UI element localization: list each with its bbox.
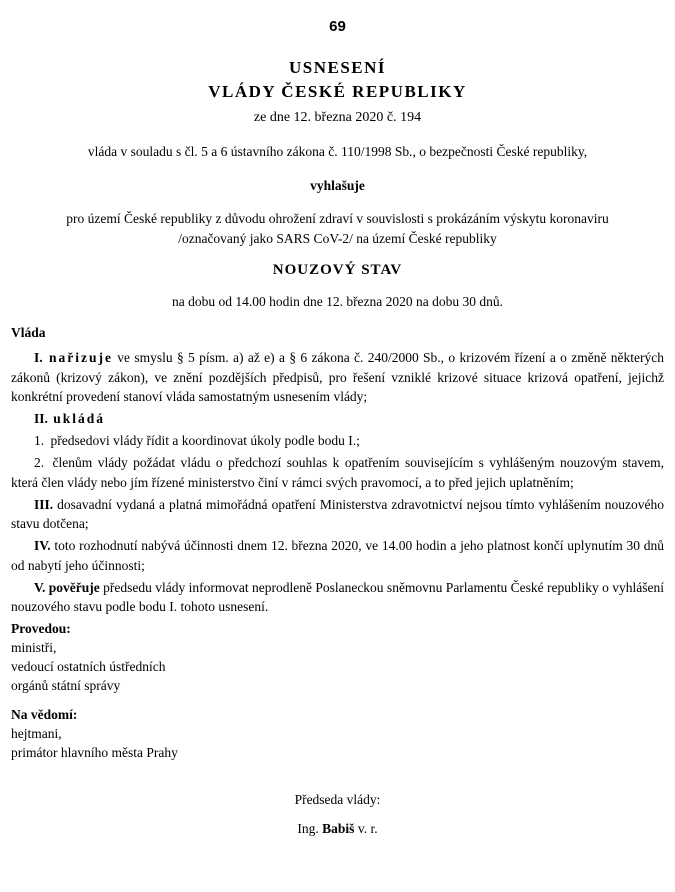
signature-name: Ing. Babiš v. r. — [297, 820, 378, 836]
section-ii-lead: II. ukládá — [34, 411, 106, 426]
distribution-provedou — [11, 619, 664, 695]
provedou-heading: Provedou: — [11, 620, 71, 636]
section-v-text: předsedu vlády informovat neprodleně Poslaneckou sněmovnu Parlamentu České republiky o vyhlášení nouzového stavu podle bodu I. tohoto usnesení. — [11, 579, 665, 614]
task-item-2 — [11, 453, 664, 492]
section-iii-text: dosavadní vydaná a platná mimořádná opatření Ministerstva zdravotnictví nejsou tímto vyhlášením nouzového stavu dotčena; — [11, 496, 664, 531]
section-iii-lead: III. — [34, 496, 54, 512]
subject-label: Vláda — [11, 325, 46, 340]
signature-block — [11, 790, 664, 838]
section-iv-lead: IV. — [34, 538, 51, 553]
section-i-text: ve smyslu § 5 písm. a) až e) a § 6 zákona č. 240/2000 Sb., o krizovém řízení a o změně některých zákonů (krizový zákon), ve znění pozdějších předpisů, pro řešení vzniklé krizové situace krizová opatření, jejichž konkrétní provedení stanoví vláda samostatným usnesením vlády; — [11, 350, 664, 404]
na-vedomi-heading: Na vědomí: — [11, 706, 78, 722]
signatory-surname: Babiš — [322, 820, 355, 836]
task-item-1 — [11, 431, 664, 451]
document-title — [11, 56, 664, 104]
declaration-verb: vyhlašuje — [310, 178, 365, 193]
section-v-lead: V. pověřuje — [34, 579, 100, 595]
section-iii-paragraph — [11, 495, 664, 534]
task-1-text: předsedovi vlády řídit a koordinovat úkoly podle bodu I.; — [47, 433, 360, 448]
preamble-intro: vláda v souladu s čl. 5 a 6 ústavního zákona č. 110/1998 Sb., o bezpečnosti České republiky, — [87, 144, 588, 159]
state-of-emergency-title: NOUZOVÝ STAV — [272, 262, 403, 278]
signature-role: Předseda vlády: — [294, 791, 381, 807]
section-v-paragraph — [11, 578, 664, 617]
duration-line: na dobu od 14.00 hodin dne 12. března 2020 na dobu 30 dnů. — [171, 294, 504, 309]
title-line-2: VLÁDY ČESKÉ REPUBLIKY — [208, 82, 467, 101]
page-number: 69 — [329, 18, 346, 35]
task-2-text: členům vlády požádat vládu o předchozí souhlas k opatřením souvisejícím s vyhlášeným nouzovým stavem, která člen vlády nebo jím řízené ministerstvo činí v rámci svých pravomocí, a to před jejich uplatněním; — [11, 455, 664, 490]
distribution-na-vedomi — [11, 705, 664, 762]
section-iv-text: toto rozhodnutí nabývá účinnosti dnem 12. března 2020, ve 14.00 hodin a jeho platnost končí uplynutím 30 dnů od nabytí jeho účinnosti; — [11, 538, 664, 573]
title-line-1: USNESENÍ — [288, 58, 387, 77]
na-vedomi-line: primátor hlavního města Prahy — [11, 744, 178, 760]
section-iv-paragraph — [11, 536, 664, 575]
section-i-paragraph — [11, 348, 664, 407]
section-ii-paragraph — [11, 409, 664, 429]
provedou-line: orgánů státní správy — [11, 677, 121, 693]
section-i-lead: I. nařizuje — [34, 350, 113, 365]
provedou-line: ministři, — [11, 639, 57, 655]
provedou-line: vedoucí ostatních ústředních — [11, 658, 166, 674]
task-2-number: 2. — [34, 455, 45, 470]
declaration-scope: pro území České republiky z důvodu ohrožení zdraví v souvislosti s prokázáním výskytu koronaviru /označovaný jako SARS CoV-2/ na území České republiky — [66, 211, 609, 246]
date-line: ze dne 12. března 2020 č. 194 — [253, 110, 422, 125]
task-1-number: 1. — [34, 433, 45, 448]
na-vedomi-line: hejtmani, — [11, 725, 62, 741]
